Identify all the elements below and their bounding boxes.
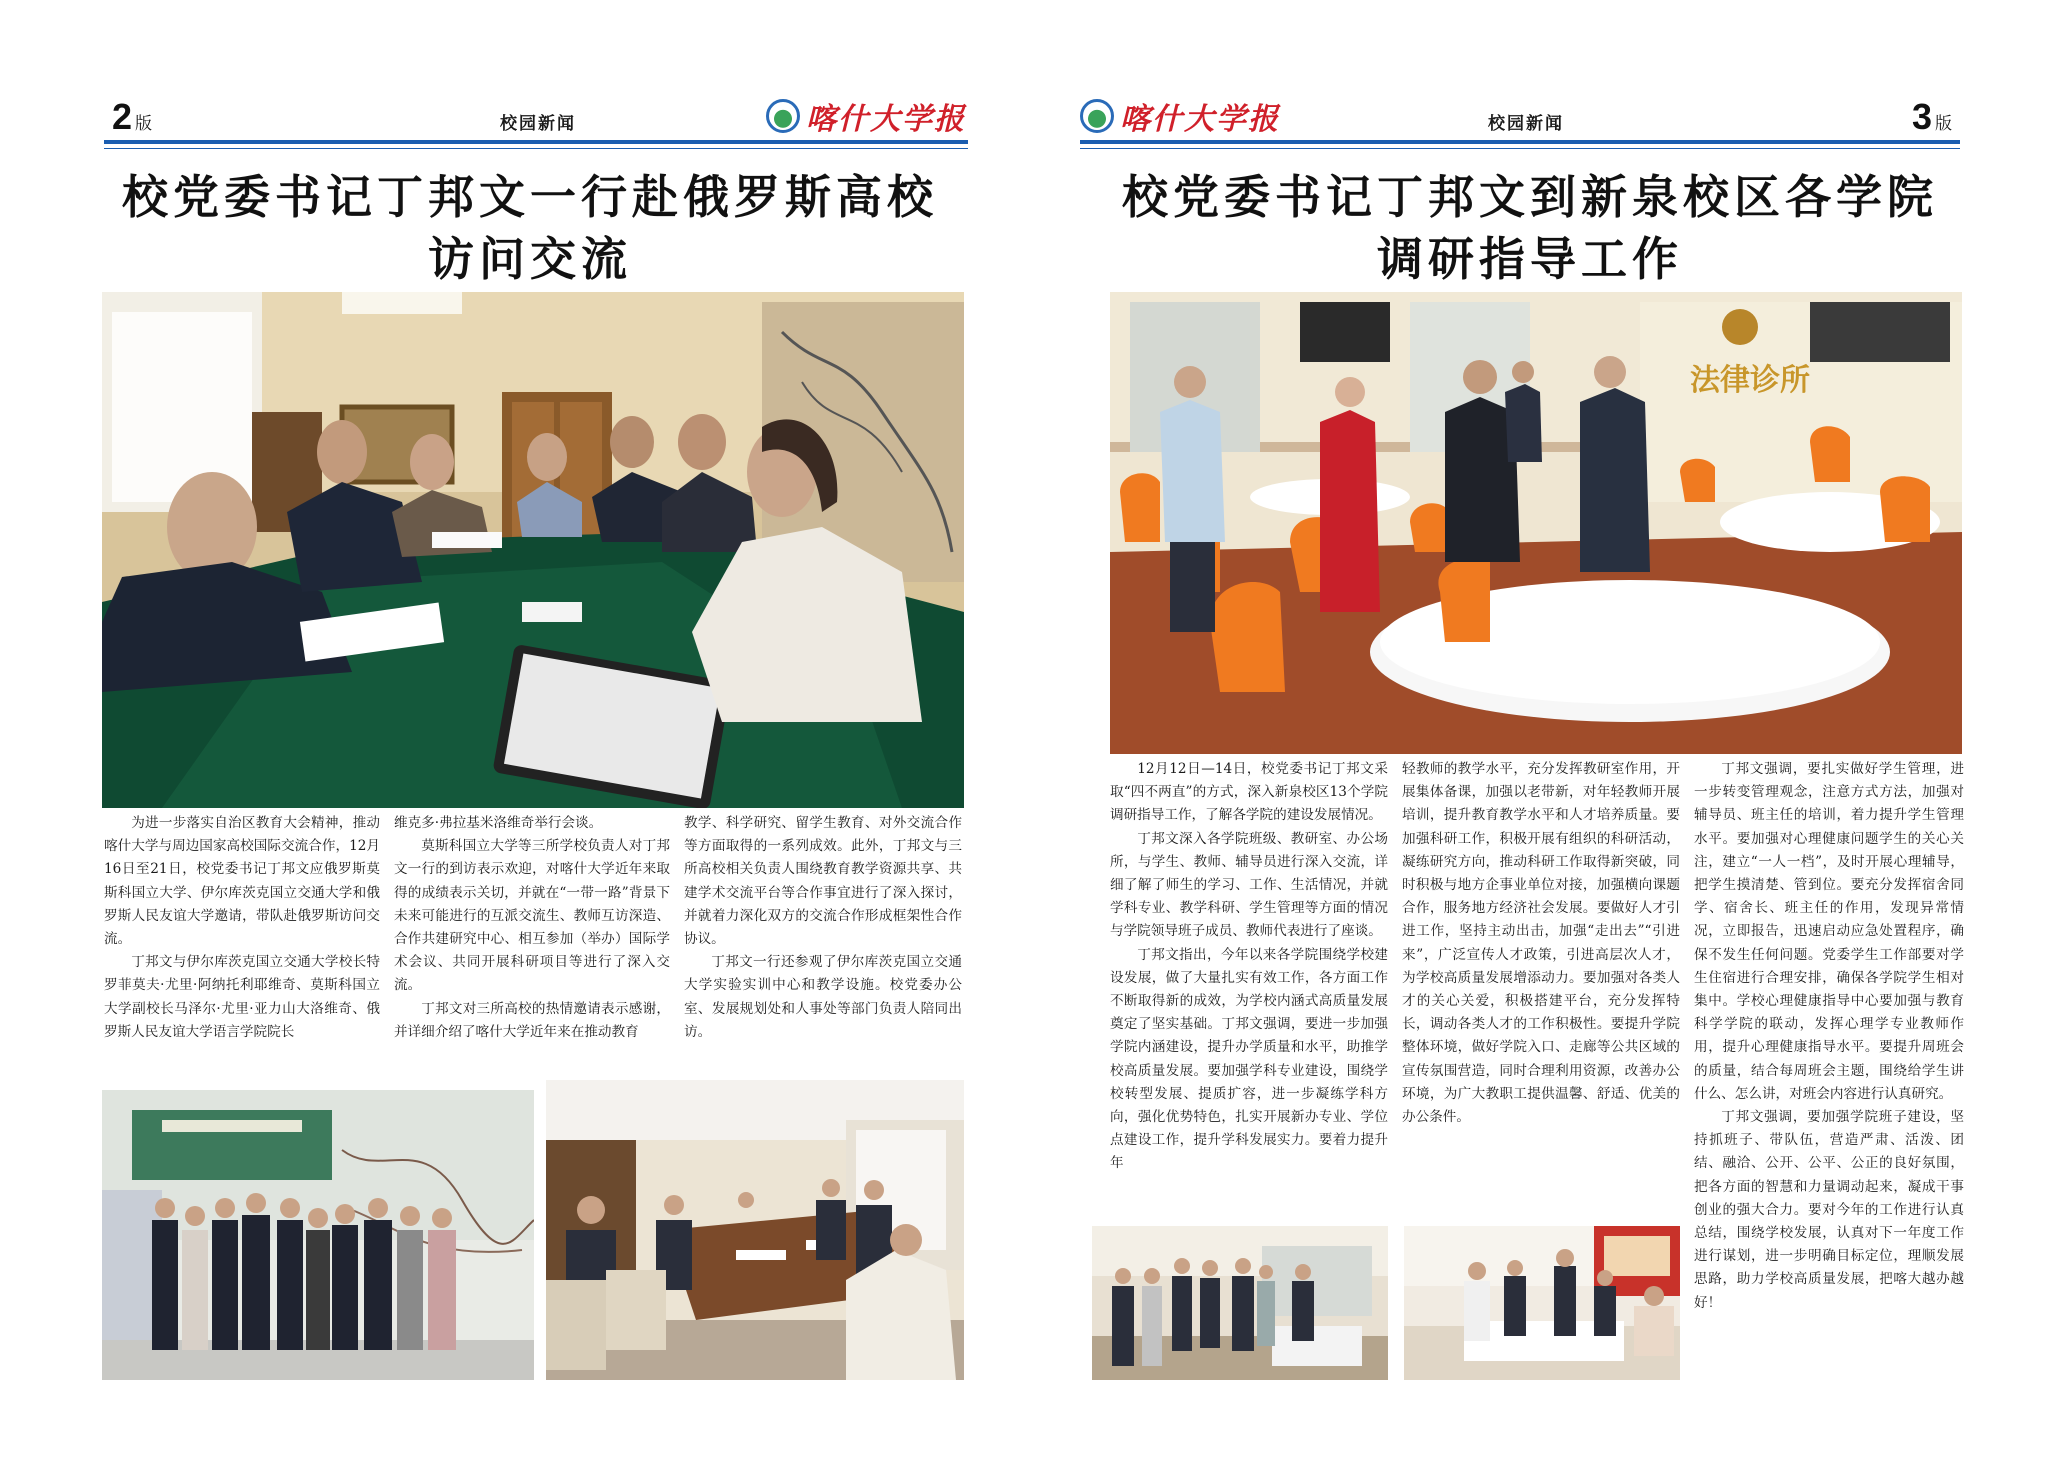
paragraph: 丁邦文一行还参观了伊尔库茨克国立交通大学实验实训中心和教学设施。校党委办公室、发展规划处和人事处等部门负责人陪同出访。 (684, 954, 962, 1040)
clinic-sign: 法律诊所 (1690, 363, 1810, 398)
paragraph: 丁邦文强调，要扎实做好学生管理，进一步转变管理观念，注意方式方法，加强对辅导员、班主任的培训，着力提升学生管理水平。要加强对心理健康问题学生的关心关注，建立“一人一档”，及时开展心理辅导，把学生摸清楚、管到位。要充分发挥宿舍同学、宿舍长、班主任的作用，发现异常情况，立即报告，迅速启动应急处置程序，确保不发生任何问题。党委学生工作部要对学生住宿进行合理安排，确保各学院学生相对集中。学校心理健康指导中心要加强与教育科学学院的联动，发挥心理学专业教师作用，提升心理健康指导水平。要提升周班会的质量，结合每周班会主题，围绕给学生讲什么、怎么讲，对班会内容进行认真研究。 (1694, 761, 1964, 1102)
paragraph: 丁邦文强调，要加强学院班子建设，坚持抓班子、带队伍，营造严肃、活泼、团结、融洽、公开、公平、公正的良好氛围，把各方面的智慧和力量调动起来，凝成干事创业的强大合力。要对今年的工作进行认真总结，围绕学校发展，认真对下一年度工作进行谋划，进一步明确目标定位，理顺发展思路，助力学校高质量发展，把喀大越办越好！ (1694, 1109, 1964, 1311)
office-visit-photo (1092, 1226, 1388, 1380)
page-number: 3 版 (1911, 96, 1952, 137)
paragraph: 丁邦文与伊尔库茨克国立交通大学校长特罗菲莫夫·尤里·阿纳托利耶维奇、莫斯科国立大学副校长马泽尔·尤里·亚力山大洛维奇、俄罗斯人民友谊大学语言学院院长 (104, 954, 380, 1040)
group-photo (102, 1090, 534, 1380)
university-emblem-icon (766, 99, 800, 133)
paragraph: 丁邦文指出，今年以来各学院围绕学校建设发展，做了大量扎实有效工作，各方面工作不断取得新的成效，为学校内涵式高质量发展奠定了坚实基础。丁邦文强调，要进一步加强学院内涵建设，提升办学质量和水平，助推学校高质量发展。要加强学科专业建设，围绕学校转型发展、提质扩容，进一步凝练学科方向，强化优势特色，扎实开展新办专业、学位点建设工作，提升学科发展实力。要着力提升年 (1110, 946, 1388, 1172)
article-column-3 (1694, 758, 1964, 1315)
article-column-2 (394, 812, 670, 1044)
page-header (1080, 96, 1960, 144)
section-label: 校园新闻 (500, 114, 576, 134)
article-column-3 (684, 812, 962, 1044)
paragraph: 维克多·弗拉基米洛维奇举行会谈。 (394, 815, 603, 831)
page-3 (1024, 0, 2048, 1479)
conference-room-photo (546, 1080, 964, 1380)
article-column-1 (1110, 758, 1388, 1176)
paragraph: 轻教师的教学水平，充分发挥教研室作用，开展集体备课，加强以老带新，对年轻教师开展培训，提升教育教学水平和人才培养质量。要加强科研工作，积极开展有组织的科研活动，凝练研究方向，推动科研工作取得新突破，同时积极与地方企事业单位对接，加强横向课题合作，服务地方经济社会发展。要做好人才引进工作，坚持主动出击，加强“走出去”“引进来”，广泛宣传人才政策，引进高层次人才，为学校高质量发展增添动力。要加强对各类人才的关心关爱，积极搭建平台，充分发挥特长，调动各类人才的工作积极性。要提升学院整体环境，做好学院入口、走廊等公共区域的宣传氛围营造，同时合理利用资源，改善办公环境，为广大教职工提供温馨、舒适、优美的办公条件。 (1402, 761, 1680, 1126)
article-title: 校党委书记丁邦文一行赴俄罗斯高校 访问交流 (122, 170, 938, 286)
article-column-2 (1402, 758, 1680, 1129)
meeting-photo (102, 292, 964, 808)
masthead-logo: 喀什大学报 (766, 94, 966, 138)
article-column-1 (104, 812, 380, 1044)
paragraph: 教学、科学研究、留学生教育、对外交流合作等方面取得的一系列成效。此外，丁邦文与三所高校相关负责人围绕教育教学资源共享、共建学术交流平台等合作事宜进行了深入探讨，并就着力深化双方的交流合作形成框架性合作协议。 (684, 815, 962, 948)
classroom-visit-photo (1110, 292, 1962, 754)
university-emblem-icon (1080, 99, 1114, 133)
article-title: 校党委书记丁邦文到新泉校区各学院 调研指导工作 (1122, 170, 1938, 286)
section-label: 校园新闻 (1488, 114, 1564, 134)
paragraph: 莫斯科国立大学等三所学校负责人对丁邦文一行的到访表示欢迎，对喀什大学近年来取得的成绩表示关切，并就在“一带一路”背景下未来可能进行的互派交流生、教师互访深造、合作共建研究中心、相互参加（举办）国际学术会议、共同开展科研项目等进行了深入交流。 (394, 838, 670, 994)
paragraph: 为进一步落实自治区教育大会精神，推动喀什大学与周边国家高校国际交流合作，12月16日至21日，校党委书记丁邦文应俄罗斯莫斯科国立大学、伊尔库茨克国立交通大学和俄罗斯人民友谊大学邀请，带队赴俄罗斯访问交流。 (104, 815, 380, 948)
paragraph: 丁邦文对三所高校的热情邀请表示感谢，并详细介绍了喀什大学近年来在推动教育 (394, 1000, 670, 1040)
reception-visit-photo (1404, 1226, 1680, 1380)
paragraph: 丁邦文深入各学院班级、教研室、办公场所，与学生、教师、辅导员进行深入交流，详细了解了师生的学习、工作、生活情况，并就学科专业、教学科研、学生管理等方面的情况与学院领导班子成员、教师代表进行了座谈。 (1110, 830, 1388, 940)
page-header (104, 96, 968, 144)
header-rule (104, 140, 968, 144)
masthead-logo: 喀什大学报 (1080, 94, 1280, 138)
page-number: 2 版 (112, 96, 153, 137)
header-rule (1080, 140, 1960, 144)
paragraph: 12月12日—14日，校党委书记丁邦文采取“四不两直”的方式，深入新泉校区13个学院调研指导工作，了解各学院的建设发展情况。 (1110, 761, 1388, 824)
